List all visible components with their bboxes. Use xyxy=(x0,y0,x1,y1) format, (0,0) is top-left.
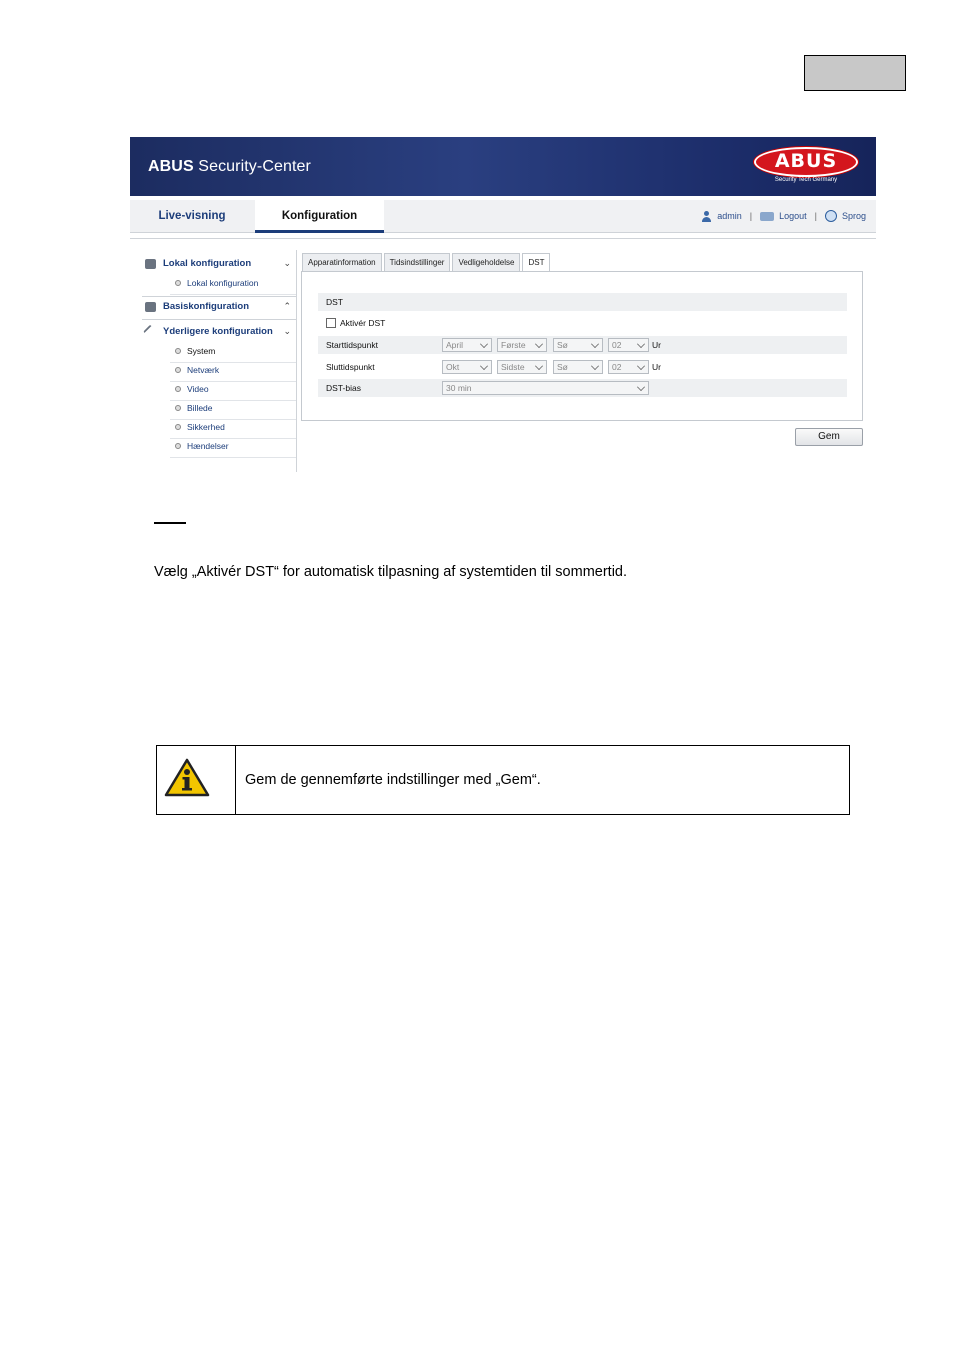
chevron-up-icon: ⌃ xyxy=(283,301,291,311)
enable-dst-checkbox[interactable] xyxy=(326,318,336,328)
chevron-down-icon xyxy=(535,340,543,348)
instruction-text: Vælg „Aktivér DST“ for automatisk tilpasning af systemtiden til sommertid. xyxy=(154,564,628,580)
tab-live-view[interactable]: Live-visning xyxy=(158,210,226,222)
note-box xyxy=(156,745,850,815)
end-day-select[interactable]: Sø xyxy=(553,360,603,374)
tab-dst[interactable]: DST xyxy=(522,253,550,271)
abus-logo: ABUS Security Tech Germany xyxy=(754,147,858,185)
chevron-down-icon xyxy=(637,340,645,348)
end-month-select[interactable]: Okt xyxy=(442,360,492,374)
sidebar-item-security[interactable]: Sikkerhed xyxy=(170,420,296,439)
tab-maintenance[interactable]: Vedligeholdelse xyxy=(452,253,520,271)
end-week-select[interactable]: Sidste xyxy=(497,360,547,374)
user-menu: admin | Logout | Sprog xyxy=(701,210,866,222)
language-link[interactable]: Sprog xyxy=(841,211,866,221)
chevron-down-icon xyxy=(637,383,645,391)
bullet-icon xyxy=(175,348,181,354)
section-marker xyxy=(154,522,186,524)
enable-dst-row xyxy=(318,315,847,333)
sidebar-item-network[interactable]: Netværk xyxy=(170,363,296,382)
bullet-icon xyxy=(175,367,181,373)
sidebar-item-video[interactable]: Video xyxy=(170,382,296,401)
start-week-select[interactable]: Første xyxy=(497,338,547,352)
bullet-icon xyxy=(175,443,181,449)
logout-icon xyxy=(760,212,774,221)
note-text: Gem de gennemførte indstillinger med „Gem“. xyxy=(245,772,541,788)
ui-screenshot xyxy=(130,137,876,472)
chevron-down-icon xyxy=(591,362,599,370)
main-nav xyxy=(130,200,876,233)
sidebar-item-image[interactable]: Billede xyxy=(170,401,296,420)
chevron-down-icon xyxy=(480,362,488,370)
start-time-row: Starttidspunkt April Første Sø 02 Ur xyxy=(318,336,847,354)
bullet-icon xyxy=(175,405,181,411)
computer-icon xyxy=(145,259,156,269)
content-tabs xyxy=(302,253,550,271)
end-time-row: Sluttidspunkt Okt Sidste Sø 02 Ur xyxy=(326,362,661,372)
user-icon xyxy=(701,211,712,222)
sidebar-item-system[interactable]: System xyxy=(170,344,296,363)
bullet-icon xyxy=(175,424,181,430)
chevron-down-icon xyxy=(591,340,599,348)
start-hour-select[interactable]: 02 xyxy=(608,338,649,352)
enable-dst-label: Aktivér DST xyxy=(340,318,386,328)
wrench-icon xyxy=(143,325,158,340)
section-heading: DST xyxy=(318,293,847,311)
chevron-down-icon: ⌄ xyxy=(283,258,291,268)
tab-time-settings[interactable]: Tidsindstillinger xyxy=(384,253,451,271)
dst-bias-select[interactable]: 30 min xyxy=(442,381,649,395)
dst-panel xyxy=(301,271,863,421)
corner-label-box xyxy=(804,55,906,91)
app-title: ABUS Security-Center xyxy=(148,158,311,175)
chevron-down-icon: ⌄ xyxy=(283,326,291,336)
start-month-select[interactable]: April xyxy=(442,338,492,352)
end-hour-select[interactable]: 02 xyxy=(608,360,649,374)
logout-link[interactable]: Logout xyxy=(779,211,807,221)
warning-info-icon xyxy=(164,758,210,798)
sidebar-item-events[interactable]: Hændelser xyxy=(170,439,296,458)
app-header xyxy=(130,137,876,196)
bullet-icon xyxy=(175,280,181,286)
user-link[interactable]: admin xyxy=(717,211,742,221)
sidebar: Lokal konfiguration ⌄ Lokal konfiguration Basiskonfiguration ⌃ Yderligere konfiguration ⌄ System Netværk Video Billede Sikkerhed Hændelser xyxy=(142,250,297,472)
chevron-down-icon xyxy=(480,340,488,348)
start-day-select[interactable]: Sø xyxy=(553,338,603,352)
chevron-down-icon xyxy=(637,362,645,370)
save-button[interactable]: Gem xyxy=(795,428,863,446)
globe-icon xyxy=(825,210,837,222)
bullet-icon xyxy=(175,386,181,392)
sidebar-item-local-config[interactable]: Lokal konfiguration xyxy=(170,276,296,295)
chevron-down-icon xyxy=(535,362,543,370)
tab-device-info[interactable]: Apparatinformation xyxy=(302,253,382,271)
note-icon-cell xyxy=(157,746,236,814)
server-icon xyxy=(145,302,156,312)
dst-bias-row: DST-bias 30 min xyxy=(318,379,847,397)
tab-configuration[interactable]: Konfiguration xyxy=(255,200,384,233)
